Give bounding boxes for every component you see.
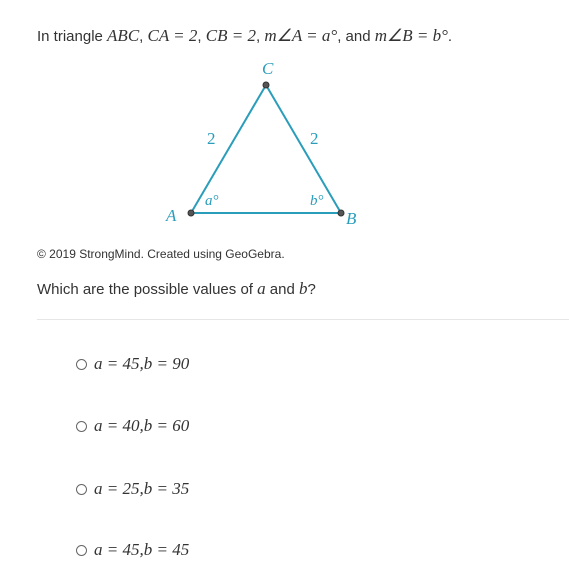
angle-a-label: a° <box>205 193 219 209</box>
side-ca-label: 2 <box>207 129 216 148</box>
answer-prompt <box>37 279 316 300</box>
prompt-and: and <box>265 281 299 298</box>
vertex-a-label: A <box>166 206 177 225</box>
prompt-var-a: a <box>257 279 266 298</box>
divider <box>37 319 569 320</box>
prompt-var-b: b <box>299 279 308 298</box>
side-cb-name: CB <box>205 26 228 45</box>
question-lead: In triangle <box>37 28 108 45</box>
comma-2: , <box>197 28 206 45</box>
vertex-b-label: B <box>346 209 357 228</box>
radio-button-4[interactable] <box>76 545 87 556</box>
option-2-sep: , <box>139 416 144 435</box>
question-text <box>37 26 452 47</box>
option-4-b: b = 45 <box>143 540 190 559</box>
radio-button-1[interactable] <box>76 359 87 370</box>
side-bc-line <box>266 85 341 213</box>
prompt-lead: Which are the possible values of <box>37 281 258 298</box>
comma-3: , <box>255 28 265 45</box>
vertex-c-point <box>263 82 269 88</box>
answer-option-1[interactable] <box>76 352 189 376</box>
answer-option-2[interactable] <box>76 414 189 438</box>
side-cb-label: 2 <box>310 129 319 148</box>
option-2-b: b = 60 <box>143 416 190 435</box>
radio-button-2[interactable] <box>76 421 87 432</box>
vertex-c-label: C <box>262 59 274 78</box>
option-2-a: a = 40 <box>94 416 140 435</box>
vertex-a-point <box>188 210 194 216</box>
option-3-b: b = 35 <box>143 479 190 498</box>
period: . <box>447 28 453 45</box>
option-1-b: b = 90 <box>143 354 190 373</box>
and-text: , and <box>337 28 375 45</box>
vertex-b-point <box>338 210 344 216</box>
comma-1: , <box>139 28 148 45</box>
side-ca-value: = 2 <box>168 26 198 45</box>
copyright-notice: © 2019 StrongMind. Created using GeoGebra. <box>37 247 285 261</box>
option-3-sep: , <box>139 479 144 498</box>
option-1-a: a = 45 <box>94 354 140 373</box>
option-1-sep: , <box>139 354 144 373</box>
triangle-figure <box>150 55 380 235</box>
triangle-name: ABC <box>107 26 140 45</box>
answer-option-4[interactable] <box>76 538 189 562</box>
side-cb-value: = 2 <box>227 26 256 45</box>
option-4-a: a = 45 <box>94 540 140 559</box>
side-ca-name: CA <box>147 26 169 45</box>
answer-option-3[interactable] <box>76 477 189 501</box>
angle-b-expression: m∠B = b° <box>374 26 448 45</box>
side-ac-line <box>191 85 266 213</box>
prompt-end: ? <box>307 281 316 298</box>
option-3-a: a = 25 <box>94 479 140 498</box>
angle-b-label: b° <box>310 193 324 209</box>
radio-button-3[interactable] <box>76 484 87 495</box>
option-4-sep: , <box>139 540 144 559</box>
angle-a-expression: m∠A = a° <box>264 26 338 45</box>
